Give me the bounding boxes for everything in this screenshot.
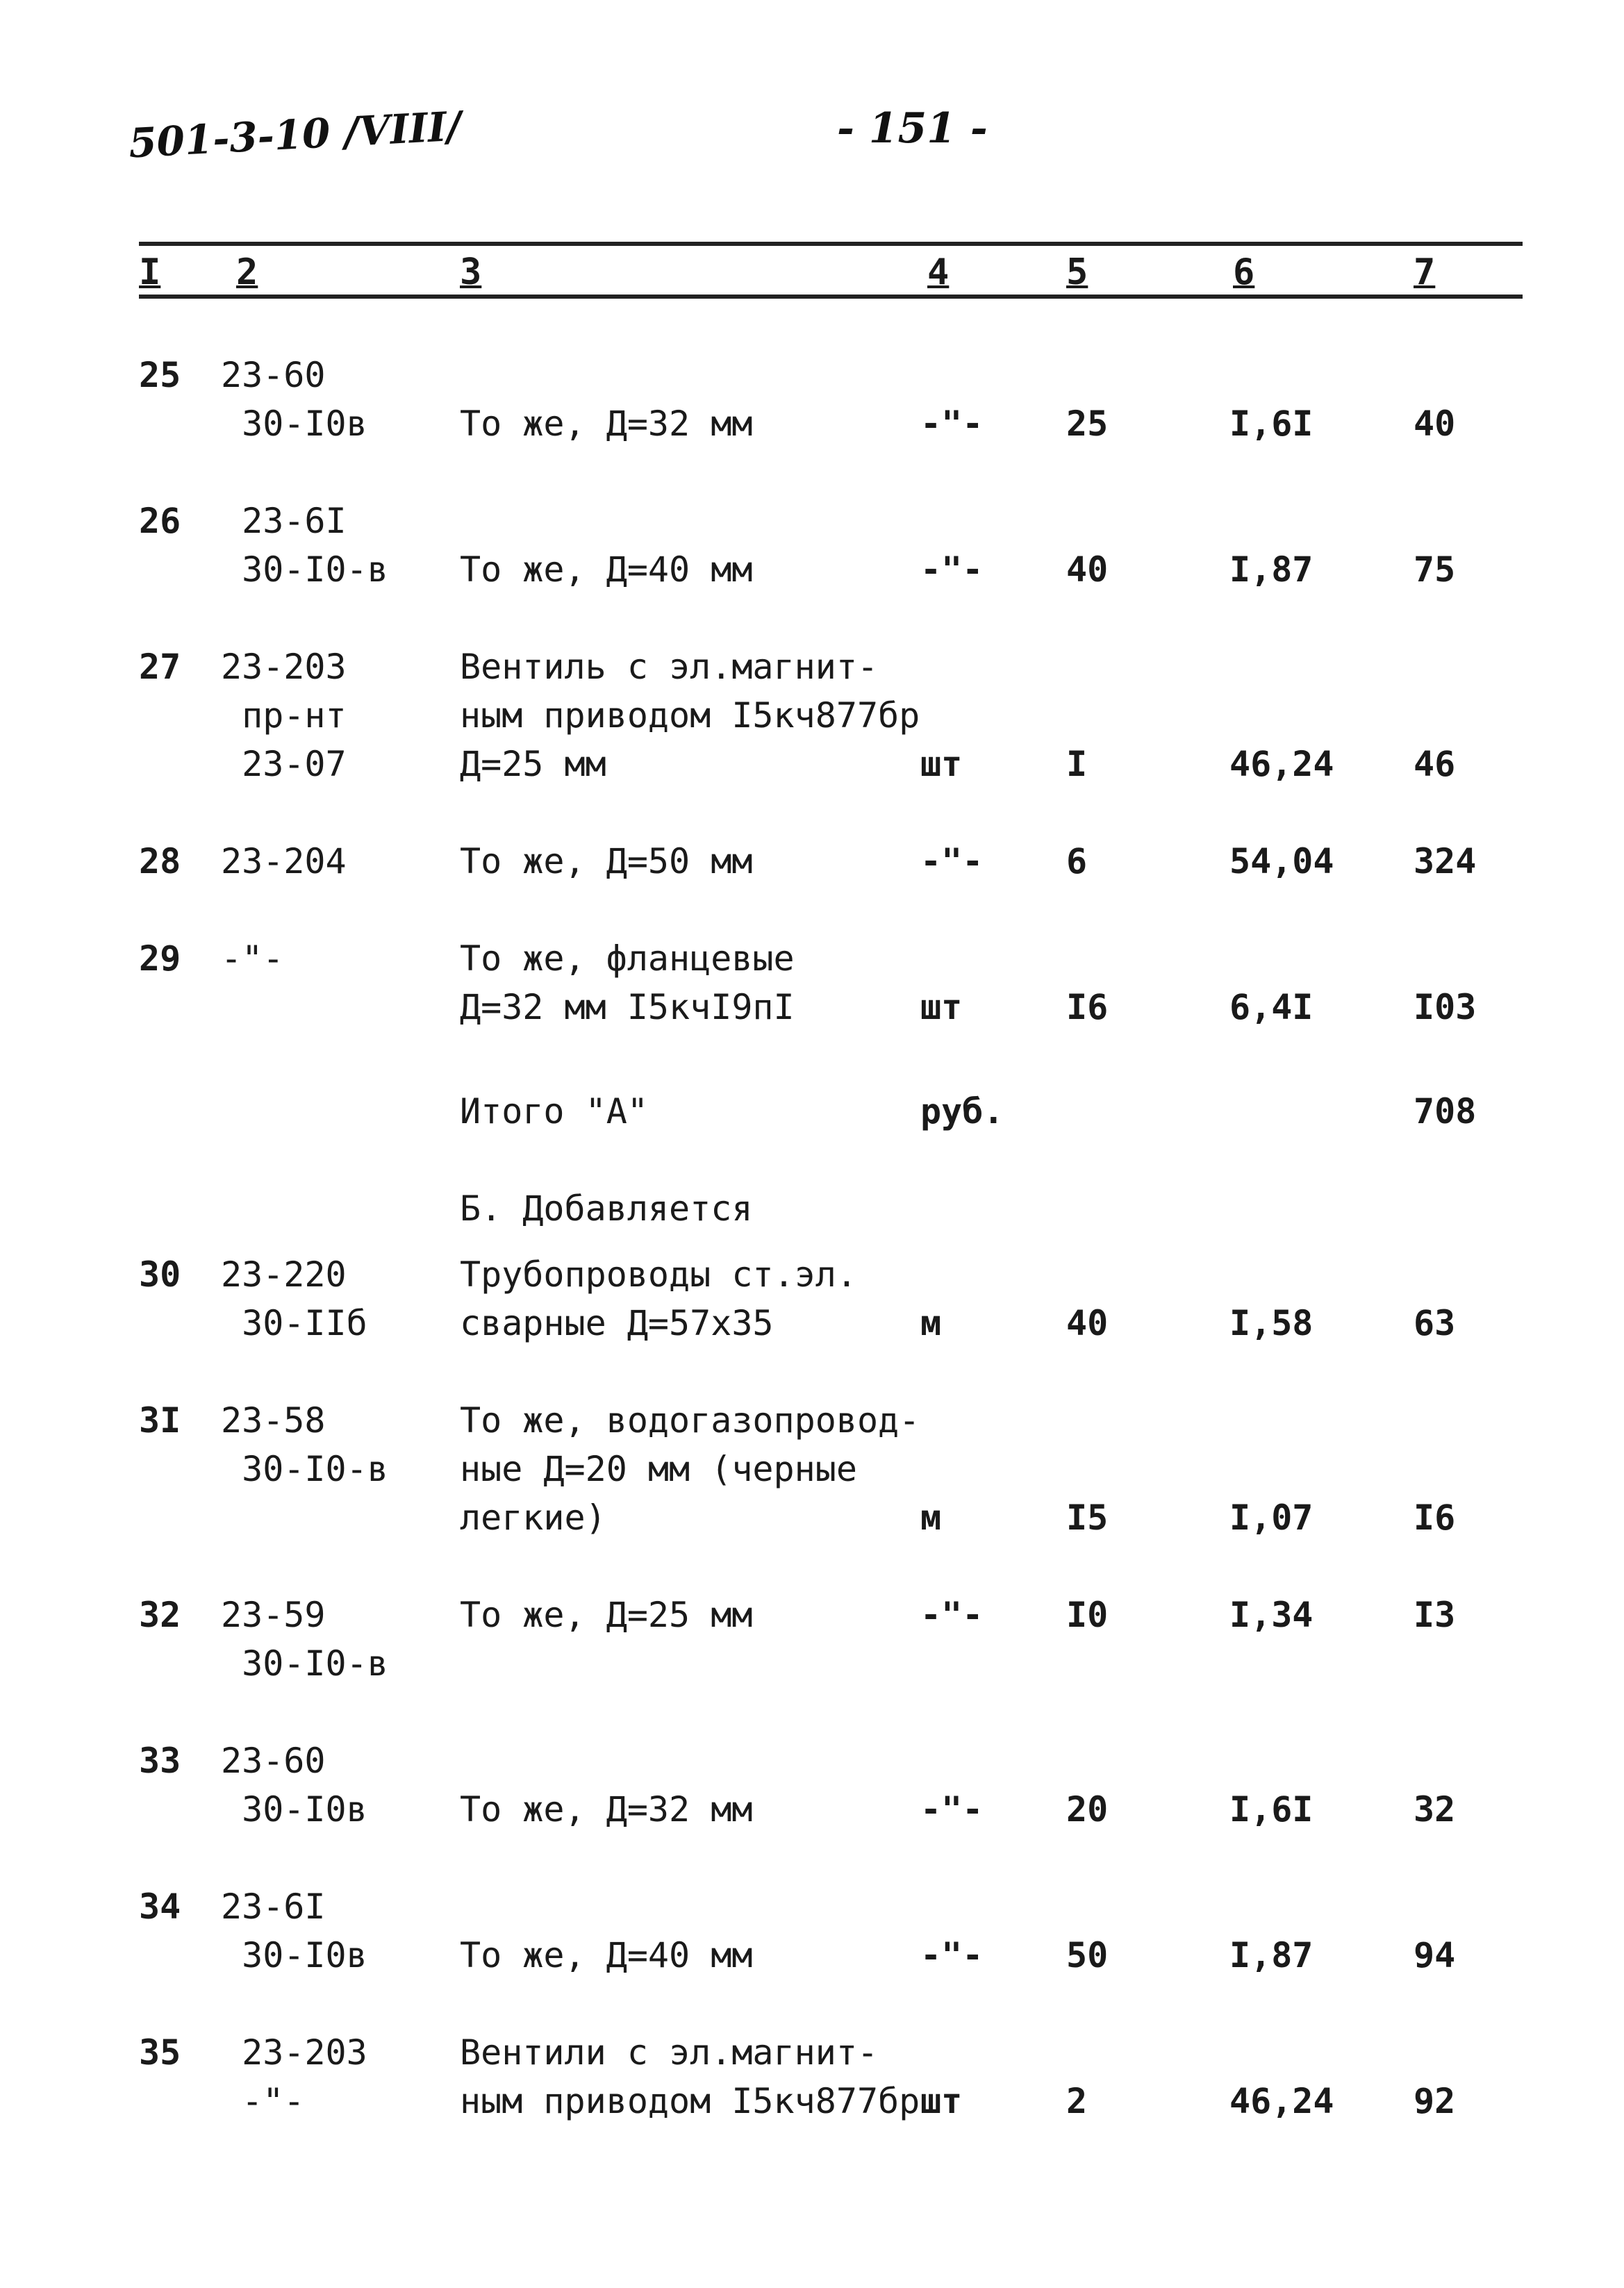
row-unit: -"-: [920, 1595, 984, 1635]
row-code: 23-60 30-I0в: [221, 1741, 367, 1830]
subtotal-sum: 708: [1414, 1091, 1477, 1131]
row-quantity: 40: [1066, 1303, 1109, 1343]
row-unit: м: [920, 1303, 942, 1343]
row-number: 28: [139, 841, 181, 881]
row-quantity: 20: [1066, 1789, 1109, 1830]
row-number: 30: [139, 1254, 181, 1295]
row-sum: 75: [1414, 549, 1456, 590]
row-price: 54,04: [1229, 841, 1334, 881]
row-sum: I6: [1414, 1498, 1456, 1538]
page-number: - 151 -: [837, 104, 988, 153]
row-description: То же, фланцевые Д=32 мм I5кчI9пI: [460, 938, 795, 1027]
row-unit: шт: [920, 744, 963, 784]
row-unit: м: [920, 1498, 942, 1538]
row-number: 32: [139, 1595, 181, 1635]
row-unit: -"-: [920, 841, 984, 881]
row-sum: 63: [1414, 1303, 1456, 1343]
row-code: 23-204: [221, 841, 347, 881]
row-quantity: I0: [1066, 1595, 1109, 1635]
row-price: I,34: [1229, 1595, 1314, 1635]
row-sum: 32: [1414, 1789, 1456, 1830]
column-header-4: 4: [927, 251, 950, 293]
row-number: 3I: [139, 1400, 181, 1441]
row-sum: 46: [1414, 744, 1456, 784]
row-number: 35: [139, 2032, 181, 2073]
row-code: 23-6I 30-I0-в: [242, 501, 388, 590]
row-price: I,07: [1229, 1498, 1314, 1538]
row-quantity: 6: [1066, 841, 1088, 881]
row-sum: 324: [1414, 841, 1477, 881]
row-unit: -"-: [920, 1789, 984, 1830]
row-number: 29: [139, 938, 181, 979]
row-sum: 40: [1414, 404, 1456, 444]
row-price: I,87: [1229, 549, 1314, 590]
row-code: -"-: [221, 938, 284, 979]
row-description: То же, Д=32 мм: [460, 1789, 753, 1830]
row-code: 23-203 -"-: [242, 2032, 367, 2121]
row-code: 23-58 30-I0-в: [221, 1400, 388, 1489]
column-header-6: 6: [1233, 251, 1255, 293]
row-unit: -"-: [920, 404, 984, 444]
row-price: I,58: [1229, 1303, 1314, 1343]
document-code: 501-3-10 /VIII/: [127, 102, 463, 167]
row-sum: 94: [1414, 1935, 1456, 1975]
row-sum: I3: [1414, 1595, 1456, 1635]
subtotal-unit: руб.: [920, 1091, 1004, 1131]
row-description: То же, Д=50 мм: [460, 841, 753, 881]
subtotal-label: Итого "А": [460, 1091, 648, 1131]
row-sum: I03: [1414, 987, 1477, 1027]
row-unit: шт: [920, 987, 963, 1027]
column-header-5: 5: [1066, 251, 1088, 293]
row-description: Вентиль с эл.магнит- ным приводом I5кч877бр Д=25 мм: [460, 647, 920, 784]
table-header-rule: [139, 295, 1523, 299]
row-quantity: I: [1066, 744, 1088, 784]
row-quantity: I5: [1066, 1498, 1109, 1538]
row-unit: шт: [920, 2081, 963, 2121]
column-header-2: 2: [236, 251, 258, 293]
row-number: 33: [139, 1741, 181, 1781]
row-description: То же, Д=40 мм: [460, 549, 753, 590]
row-unit: -"-: [920, 1935, 984, 1975]
row-quantity: 50: [1066, 1935, 1109, 1975]
row-code: 23-60 30-I0в: [221, 355, 367, 444]
row-unit: -"-: [920, 549, 984, 590]
row-quantity: 2: [1066, 2081, 1088, 2121]
row-description: Трубопроводы ст.эл. сварные Д=57х35: [460, 1254, 857, 1343]
row-code: 23-220 30-IIб: [221, 1254, 367, 1343]
row-description: То же, Д=25 мм: [460, 1595, 753, 1635]
column-header-3: 3: [460, 251, 482, 293]
row-description: То же, водогазопровод- ные Д=20 мм (черные легкие): [460, 1400, 920, 1538]
row-price: I,87: [1229, 1935, 1314, 1975]
row-description: То же, Д=40 мм: [460, 1935, 753, 1975]
section-heading: Б. Добавляется: [460, 1188, 753, 1229]
column-header-7: 7: [1414, 251, 1436, 293]
row-code: 23-203 пр-нт 23-07: [221, 647, 347, 784]
row-number: 34: [139, 1887, 181, 1927]
row-quantity: 40: [1066, 549, 1109, 590]
row-description: Вентили с эл.магнит- ным приводом I5кч877бр: [460, 2032, 920, 2121]
column-header-1: I: [139, 251, 161, 293]
row-price: I,6I: [1229, 1789, 1314, 1830]
row-price: 46,24: [1229, 2081, 1334, 2121]
row-sum: 92: [1414, 2081, 1456, 2121]
row-number: 25: [139, 355, 181, 395]
row-code: 23-59 30-I0-в: [221, 1595, 388, 1684]
row-price: 46,24: [1229, 744, 1334, 784]
row-quantity: I6: [1066, 987, 1109, 1027]
row-price: I,6I: [1229, 404, 1314, 444]
row-price: 6,4I: [1229, 987, 1314, 1027]
row-quantity: 25: [1066, 404, 1109, 444]
row-description: То же, Д=32 мм: [460, 404, 753, 444]
table-top-rule: [139, 242, 1523, 246]
row-number: 26: [139, 501, 181, 541]
row-number: 27: [139, 647, 181, 687]
row-code: 23-6I 30-I0в: [221, 1887, 367, 1975]
